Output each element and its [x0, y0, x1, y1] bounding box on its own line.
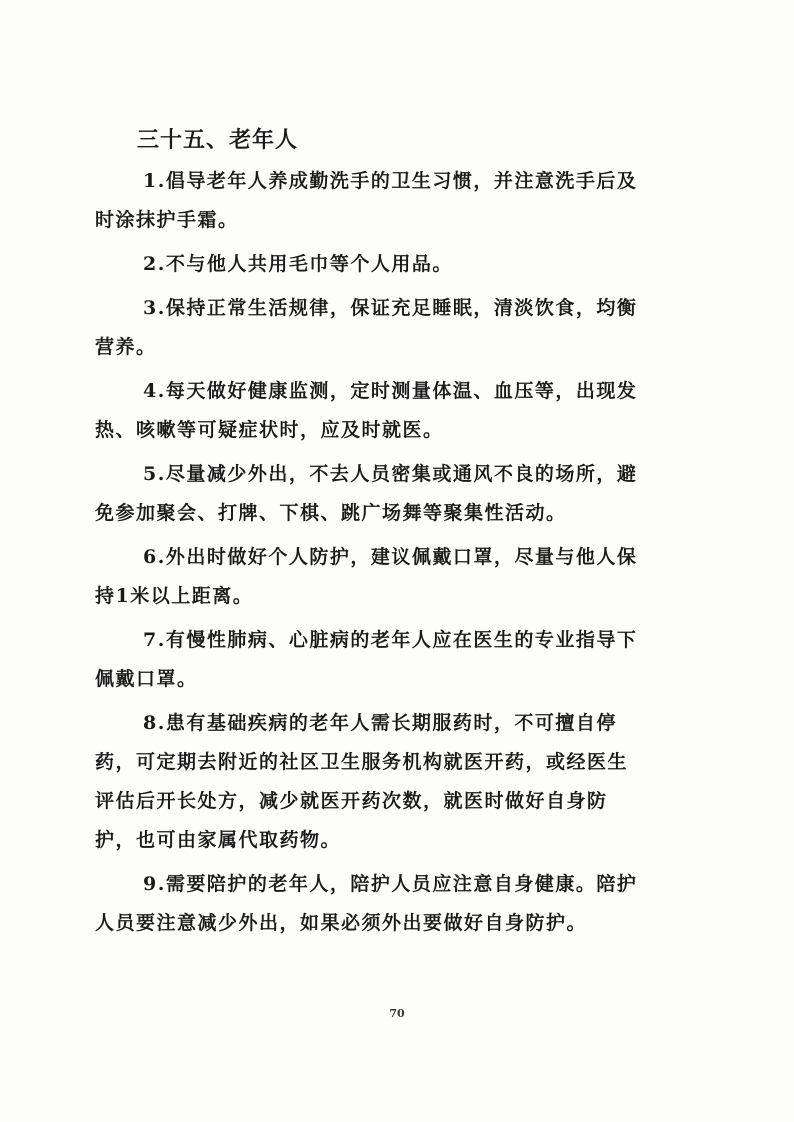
- section-heading: 三十五、老年人: [137, 127, 299, 153]
- document-body: [95, 122, 645, 948]
- guideline-item-8: 8.患有基础疾病的老年人需长期服药时，不可擅自停药，可定期去附近的社区卫生服务机构就医开药，或经医生评估后开长处方，减少就医开药次数，就医时做好自身防护，也可由家属代取药物。: [95, 712, 629, 851]
- guideline-item-2: 2.不与他人共用毛巾等个人用品。: [143, 253, 453, 275]
- guideline-item-5: 5.尽量减少外出，不去人员密集或通风不良的场所，避免参加聚会、打牌、下棋、跳广场舞等聚集性活动。: [95, 463, 638, 524]
- guideline-item-6: 6.外出时做好个人防护，建议佩戴口罩，尽量与他人保持1米以上距离。: [95, 546, 638, 607]
- page-number: 70: [389, 1007, 405, 1020]
- guideline-item-1: 1.倡导老年人养成勤洗手的卫生习惯，并注意洗手后及时涂抹护手霜。: [95, 170, 638, 231]
- guideline-item-3: 3.保持正常生活规律，保证充足睡眠，清淡饮食，均衡营养。: [95, 297, 638, 358]
- guideline-item-9: 9.需要陪护的老年人，陪护人员应注意自身健康。陪护人员要注意减少外出，如果必须外出要做好自身防护。: [95, 873, 638, 934]
- guideline-item-7: 7.有慢性肺病、心脏病的老年人应在医生的专业指导下佩戴口罩。: [95, 629, 638, 690]
- guideline-item-4: 4.每天做好健康监测，定时测量体温、血压等，出现发热、咳嗽等可疑症状时，应及时就医。: [95, 380, 638, 441]
